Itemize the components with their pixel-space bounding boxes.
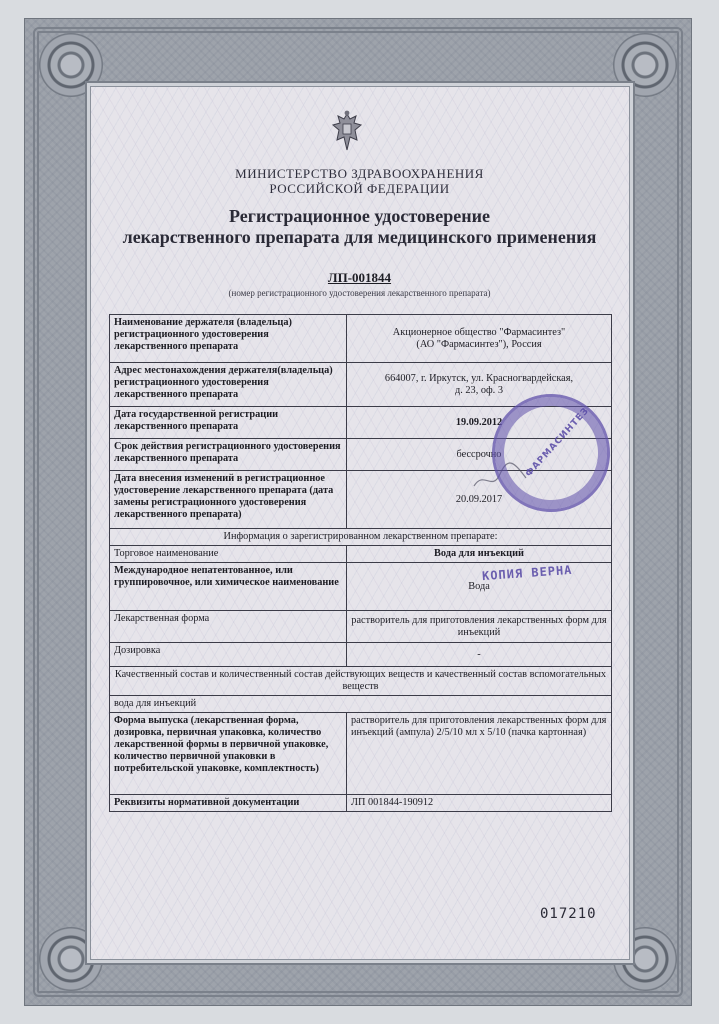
info-header: Информация о зарегистрированном лекарственном препарате: xyxy=(110,529,612,546)
reg-date-value: 19.09.2012 xyxy=(347,407,612,439)
registration-number: ЛП-001844 xyxy=(327,270,392,285)
inn-label: Международное непатентованное, или группировочное, или химическое наименование xyxy=(110,563,347,611)
holder-value-line2: (АО "Фармасинтез"), Россия xyxy=(416,338,542,350)
dosage-value: - xyxy=(347,643,612,667)
certificate-table xyxy=(109,314,612,812)
table-row xyxy=(110,529,612,546)
form-value: растворитель для приготовления лекарственных форм для инъекций xyxy=(347,611,612,643)
composition-value: вода для инъекций xyxy=(110,696,612,713)
round-stamp-text: ФАРМАСИНТЕЗ xyxy=(523,405,592,480)
holder-value-line1: Акционерное общество "Фармасинтез" xyxy=(392,326,566,338)
normative-docs-label: Реквизиты нормативной документации xyxy=(110,795,347,812)
dosage-label: Дозировка xyxy=(110,643,347,667)
certificate-title-line1: Регистрационное удостоверение xyxy=(229,206,490,226)
table-row xyxy=(110,667,612,696)
ministry-name-line2: РОССИЙСКОЙ ФЕДЕРАЦИИ xyxy=(269,181,450,196)
address-value-line2: д. 23, оф. 3 xyxy=(455,384,503,396)
reg-date-label: Дата государственной регистрации лекарственного препарата xyxy=(110,407,347,439)
certificate-title-line2: лекарственного препарата для медицинского применения xyxy=(122,227,597,247)
release-form-label: Форма выпуска (лекарственная форма, дозировка, первичная упаковка, количество лекарственной формы в первичной упаковке, количество первичной упаковки в потребительской упаковке, комплектность) xyxy=(110,713,347,795)
table-row xyxy=(110,315,612,363)
serial-number: 017210 xyxy=(540,906,597,922)
inn-value: Вода xyxy=(347,563,612,611)
ministry-name-line1: МИНИСТЕРСТВО ЗДРАВООХРАНЕНИЯ xyxy=(235,166,484,181)
table-row xyxy=(110,546,612,563)
trade-name-value: Вода для инъекций xyxy=(347,546,612,563)
table-row xyxy=(110,696,612,713)
holder-label: Наименование держателя (владельца) регистрационного удостоверения лекарственного препарата xyxy=(110,315,347,363)
validity-label: Срок действия регистрационного удостоверения лекарственного препарата xyxy=(110,439,347,471)
normative-docs-value: ЛП 001844-190912 xyxy=(347,795,612,812)
composition-label: Качественный состав и количественный состав действующих веществ и качественный состав вспомогательных веществ xyxy=(110,667,612,696)
change-date-label: Дата внесения изменений в регистрационное удостоверение лекарственного препарата (дата замены регистрационного удостоверения лекарственного препарата) xyxy=(110,471,347,529)
coat-of-arms-icon xyxy=(330,110,364,156)
holder-value xyxy=(347,315,612,363)
address-label: Адрес местонахождения держателя(владельца) регистрационного удостоверения лекарственного препарата xyxy=(110,363,347,407)
form-label: Лекарственная форма xyxy=(110,611,347,643)
address-value-line1: 664007, г. Иркутск, ул. Красногвардейская, xyxy=(384,372,574,384)
trade-name-label: Торговое наименование xyxy=(110,546,347,563)
registration-number-caption: (номер регистрационного удостоверения лекарственного препарата) xyxy=(228,288,491,298)
copy-certified-stamp: КОПИЯ ВЕРНА xyxy=(481,562,573,584)
validity-value: бессрочно xyxy=(347,439,612,471)
table-row xyxy=(110,611,612,643)
table-row xyxy=(110,713,612,795)
change-date-value: 20.09.2017 xyxy=(347,471,612,529)
release-form-value: растворитель для приготовления лекарственных форм для инъекций (ампула) 2/5/10 мл х 5/10 (пачка картонная) xyxy=(347,713,612,795)
table-row xyxy=(110,643,612,667)
table-row xyxy=(110,795,612,812)
